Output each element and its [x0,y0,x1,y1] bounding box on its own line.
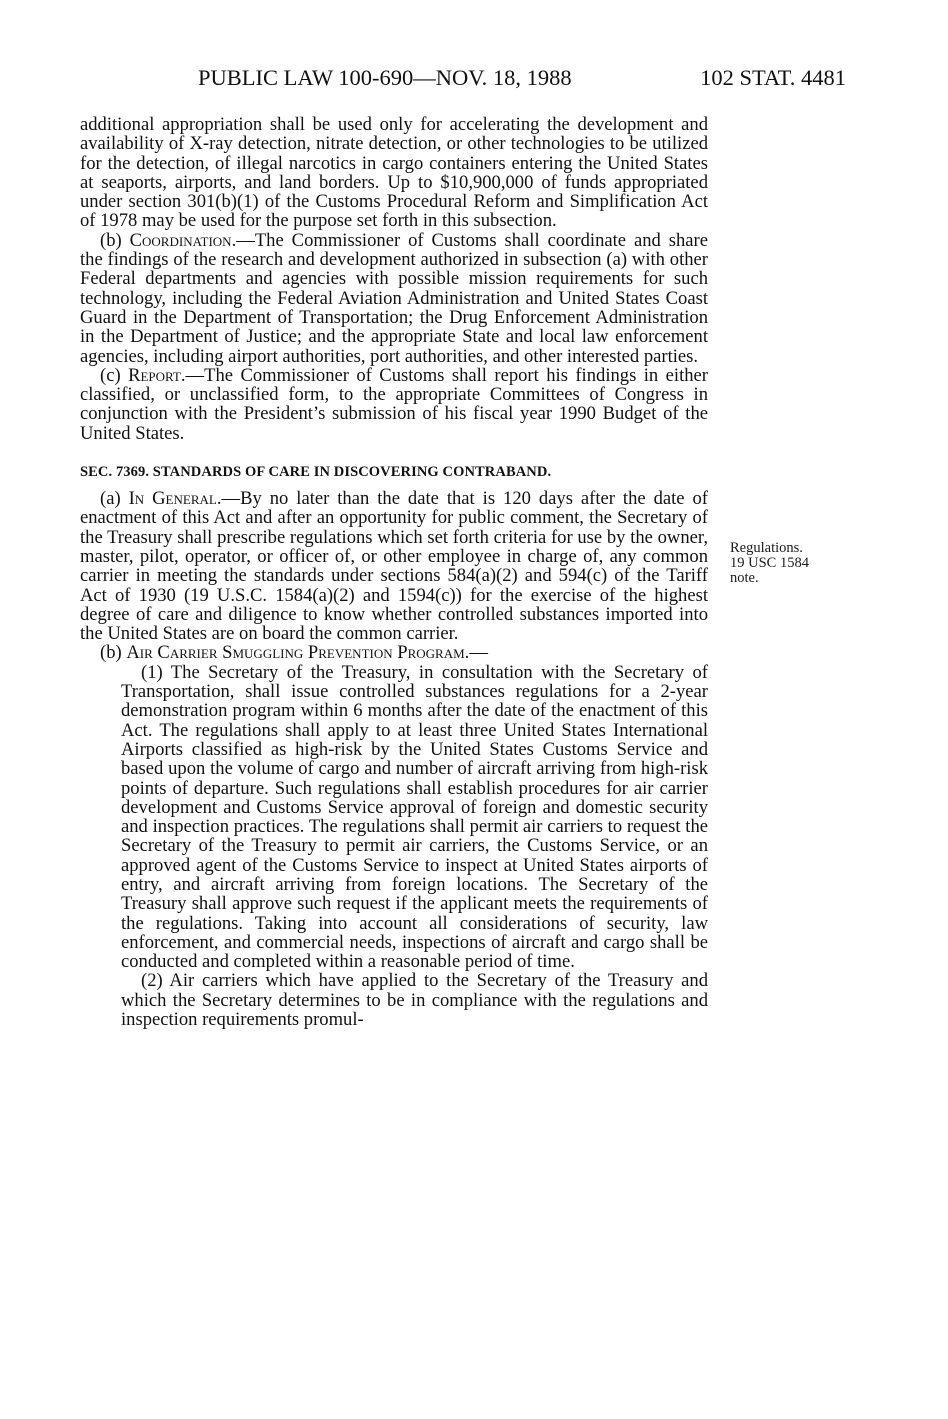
subsection-label: (b) [100,642,127,664]
margin-note-line: note. [730,570,759,586]
margin-note [730,541,840,586]
subsection-c-report [80,366,708,443]
subsection-text: —By no later than the date that is 120 days after the date of enactment of this Act and after an opportunity for public comment, the Secretary of the Treasury shall prescribe regulations which set forth criteria for use by the owner, master, pilot, operator, or officer of, or other employee in charge of, any common carrier in meeting the standards under sections 584(a)(2) and 594(c) of the Tariff Act of 1930 (19 U.S.C. 1584(a)(2) and 1594(c)) for the exercise of the highest degree of care and diligence to know whether controlled substances imported into the United States are on board the common carrier. [80,488,708,645]
subsection-heading: In General. [128,488,222,510]
running-head [80,62,846,94]
page-header-title: PUBLIC LAW 100-690—NOV. 18, 1988 [198,65,572,90]
subsection-heading: Air Carrier Smuggling Prevention Program. [126,642,470,664]
subsection-label: (a) [100,488,129,510]
subsection-label: (c) [100,364,129,386]
subsection-a-general [80,489,708,643]
subsection-text: —The Commissioner of Customs shall report his findings in either classified, or unclassified form, to the appropriate Committees of Congress in conjunction with the President’s submission of his fiscal year 1990 Budget of the United States. [80,364,708,444]
page-stat-number: 102 STAT. 4481 [700,65,846,90]
subsection-b-coordination [80,231,708,366]
paragraph-1 [121,663,708,972]
section-heading: SEC. 7369. STANDARDS OF CARE IN DISCOVERING CONTRABAND. [80,464,552,481]
paragraph-2 [121,971,708,1029]
margin-note-line: 19 USC 1584 [730,555,809,571]
subsection-text: —The Commissioner of Customs shall coordinate and share the findings of the research and development authorized in subsection (a) with other Federal departments and agencies with possible mission requirements for such technology, including the Federal Aviation Administration and United States Coast Guard in the Department of Transportation; the Drug Enforcement Administration in the Department of Justice; and the appropriate State and local law enforcement agencies, including airport authorities, port authorities, and other interested parties. [80,229,708,367]
paragraph-2-text: (2) Air carriers which have applied to the Secretary of the Treasury and which the Secretary determines to be in compliance with the regulations and inspection requirements promul- [121,970,708,1031]
subsection-heading: Coordination. [129,229,237,251]
subsection-dash: — [469,642,488,664]
subsection-b-program [80,643,708,662]
margin-note-line: Regulations. [730,540,803,556]
subsection-heading: Report. [128,364,186,386]
paragraph-1-text: (1) The Secretary of the Treasury, in consultation with the Secretary of Transportation, shall issue controlled substances regulations for a 2-year demonstration program within 6 months after the date of the enactment of this Act. The regulations shall apply to at least three United States International Airports classified as high-risk by the United States Customs Service and based upon the volume of cargo and number of aircraft arriving from high-risk points of departure. Such regulations shall establish procedures for air carrier development and Customs Service approval of foreign and domestic security and inspection practices. The regulations shall permit air carriers to request the Secretary of the Treasury to permit air carriers, the Customs Service, or an approved agent of the Customs Service to inspect at United States airports of entry, and aircraft arriving from foreign locations. The Secretary of the Treasury shall approve such request if the applicant meets the requirements of the regulations. Taking into account all considerations of security, law enforcement, and commercial needs, inspections of aircraft and cargo shall be conducted and completed within a reasonable period of time. [121,661,708,973]
subsection-label: (b) [100,229,130,251]
continuation-paragraph: additional appropriation shall be used only for accelerating the development and availability of X-ray detection, nitrate detection, or other technologies to be utilized for the detection, of illegal narcotics in cargo containers entering the United States at seaports, airports, and land borders. Up to $10,900,000 of funds appropriated under section 301(b)(1) of the Customs Procedural Reform and Simplification Act of 1978 may be used for the purpose set forth in this subsection. [80,114,708,232]
body-text [80,115,708,1029]
